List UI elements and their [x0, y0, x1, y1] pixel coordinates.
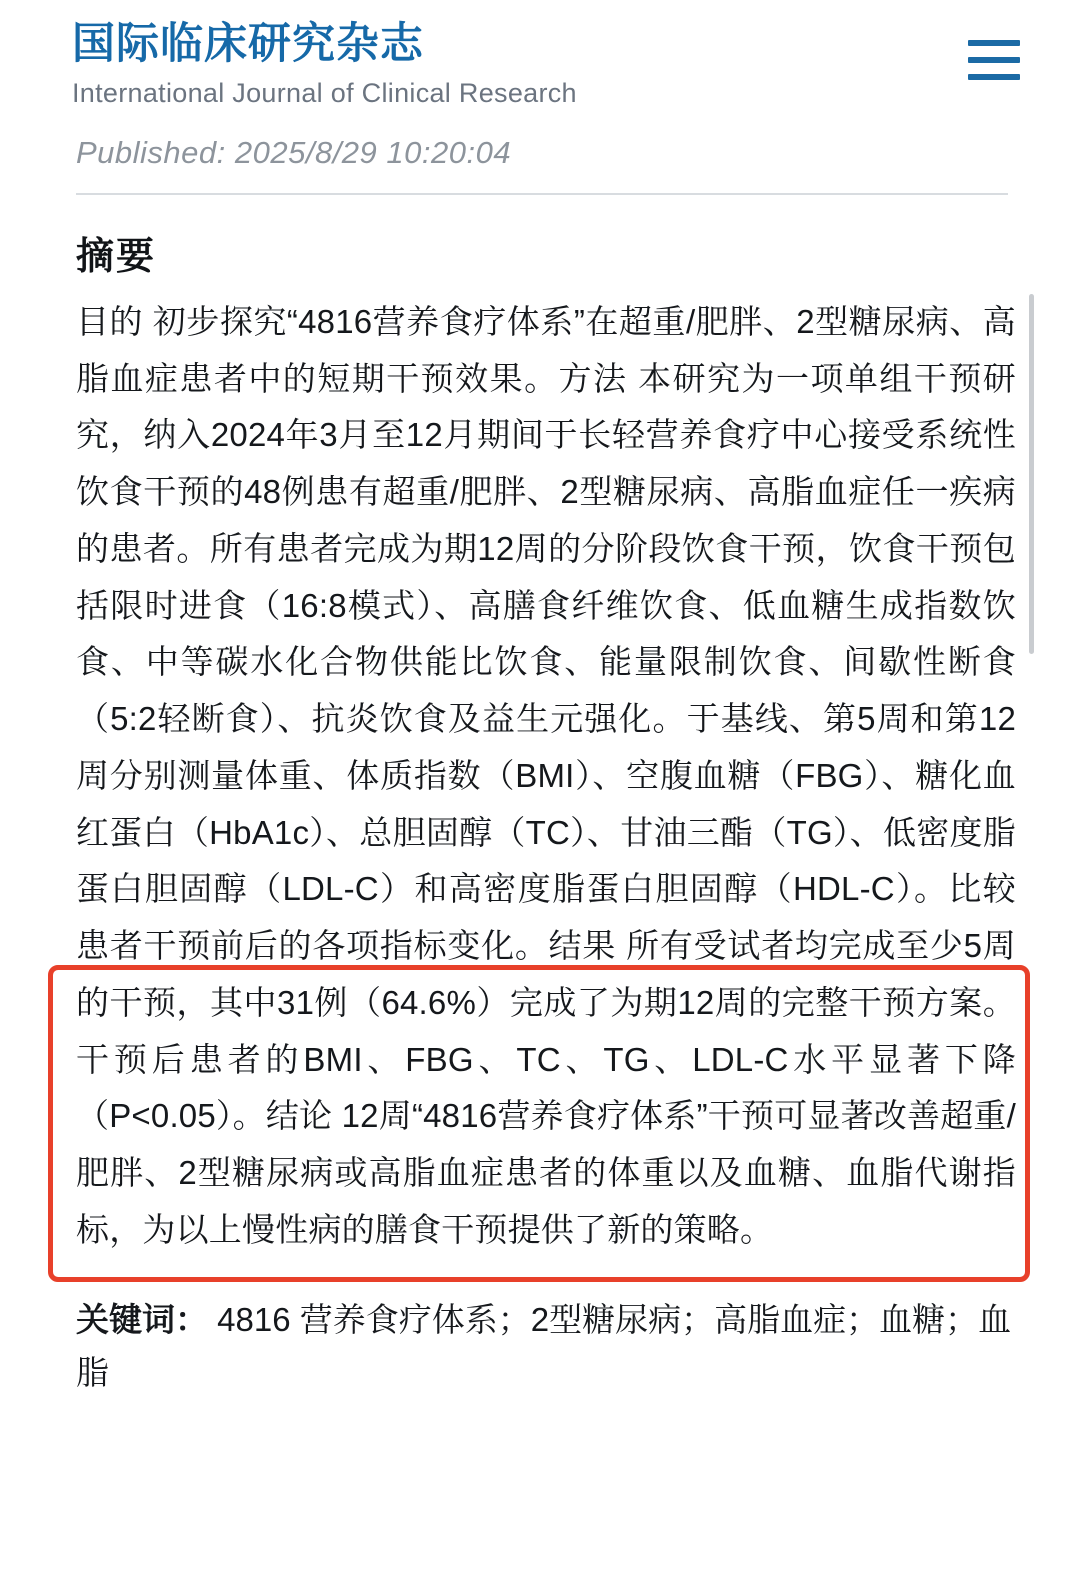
keywords-value: 4816 营养食疗体系；2型糖尿病；高脂血症；血糖；血脂: [76, 1300, 1012, 1391]
menu-bar-1: [968, 40, 1020, 46]
menu-bar-3: [968, 74, 1020, 80]
abstract-heading: 摘要: [76, 235, 157, 278]
published-date: Published: 2025/8/29 10:20:04: [76, 134, 512, 170]
hamburger-menu-icon[interactable]: [968, 40, 1020, 80]
keywords-line: [76, 1293, 1016, 1400]
keywords-label: 关键词：: [76, 1300, 208, 1338]
header-divider: [76, 193, 1008, 195]
journal-masthead: [72, 18, 577, 109]
scrollbar[interactable]: [1029, 294, 1034, 654]
abstract-container: [76, 294, 1016, 1259]
journal-title-en: International Journal of Clinical Research: [72, 77, 577, 108]
page-header: [0, 0, 1080, 109]
journal-title-cn: 国际临床研究杂志: [72, 20, 424, 68]
menu-bar-2: [968, 57, 1020, 63]
abstract-body: 目的 初步探究“4816营养食疗体系”在超重/肥胖、2型糖尿病、高脂血症患者中的短期干预效果。方法 本研究为一项单组干预研究，纳入2024年3月至12月期间于长轻营养食疗中心接受系统性饮食干预的48例患有超重/肥胖、2型糖尿病、高脂血症任一疾病的患者。所有患者完成为期12周的分阶段饮食干预，饮食干预包括限时进食（16:8模式）、高膳食纤维饮食、低血糖生成指数饮食、中等碳水化合物供能比饮食、能量限制饮食、间歇性断食（5:2轻断食）、抗炎饮食及益生元强化。于基线、第5周和第12周分别测量体重、体质指数（BMI）、空腹血糖（FBG）、糖化血红蛋白（HbA1c）、总胆固醇（TC）、甘油三酯（TG）、低密度脂蛋白胆固醇（LDL-C）和高密度脂蛋白胆固醇（HDL-C）。比较患者干预前后的各项指标变化。结果 所有受试者均完成至少5周的干预，其中31例（64.6%）完成了为期12周的完整干预方案。干预后患者的BMI、FBG、TC、TG、LDL-C水平显著下降（P<0.05）。结论 12周“4816营养食疗体系”干预可显著改善超重/肥胖、2型糖尿病或高脂血症患者的体重以及血糖、血脂代谢指标，为以上慢性病的膳食干预提供了新的策略。: [76, 302, 1016, 1248]
